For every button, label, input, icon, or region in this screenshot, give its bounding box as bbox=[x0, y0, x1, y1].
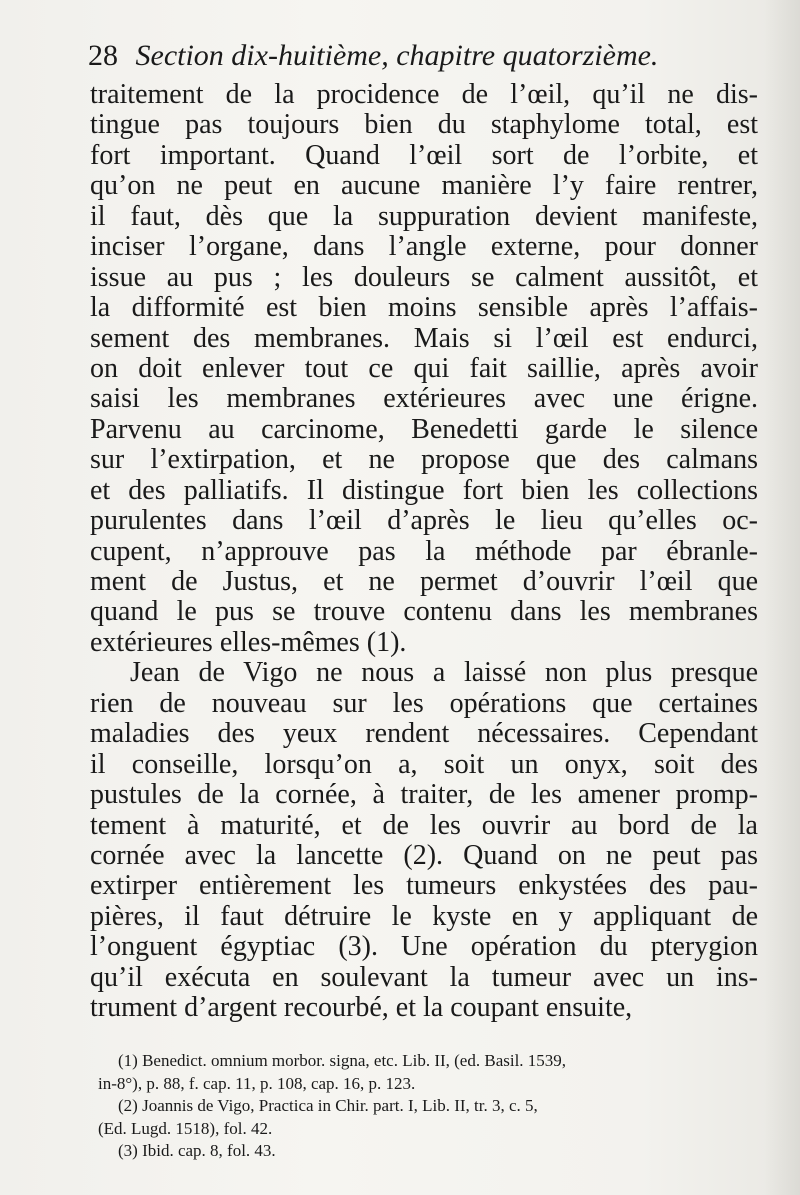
text-line: rien de nouveau sur les opérations que certaines bbox=[90, 687, 758, 719]
text-line: saisi les membranes extérieures avec une érigne. bbox=[90, 383, 758, 415]
text-line: trument d’argent recourbé, et la coupant ensuite, bbox=[90, 992, 633, 1024]
text-line: il faut, dès que la suppuration devient manifeste, bbox=[90, 200, 758, 232]
text-line: traitement de la procidence de l’œil, qu’il ne dis- bbox=[90, 79, 758, 110]
text-line: extirper entièrement les tumeurs enkystées des pau- bbox=[90, 870, 758, 902]
main-text bbox=[90, 80, 758, 1024]
text-line: qu’il exécuta en soulevant la tumeur avec un ins- bbox=[90, 961, 758, 993]
text-line: cornée avec la lancette (2). Quand on ne peut pas bbox=[90, 839, 758, 871]
footnote-line: (Ed. Lugd. 1518), fol. 42. bbox=[98, 1118, 273, 1138]
text-line: purulentes dans l’œil d’après le lieu qu’elles oc- bbox=[90, 505, 758, 537]
running-title: Section dix-huitième, chapitre quatorzième. bbox=[135, 39, 659, 72]
text-line: sur l’extirpation, et ne propose que des calmans bbox=[90, 444, 758, 476]
page-number: 28 bbox=[88, 39, 118, 72]
text-line: l’onguent égyptiac (3). Une opération du pterygion bbox=[90, 931, 758, 963]
footnote-line: in-8°), p. 88, f. cap. 11, p. 108, cap. 16, p. 123. bbox=[98, 1073, 416, 1093]
text-line: ment de Justus, et ne permet d’ouvrir l’œil que bbox=[90, 566, 758, 597]
text-line: tingue pas toujours bien du staphylome total, est bbox=[90, 109, 758, 141]
footnote-line: (3) Ibid. cap. 8, fol. 43. bbox=[118, 1141, 276, 1160]
text-line: Jean de Vigo ne nous a laissé non plus presque bbox=[130, 657, 758, 689]
running-header bbox=[88, 38, 728, 74]
footnotes bbox=[98, 1050, 778, 1163]
text-line: sement des membranes. Mais si l’œil est endurci, bbox=[90, 322, 758, 354]
text-line: la difformité est bien moins sensible après l’affais- bbox=[90, 292, 758, 324]
text-line: fort important. Quand l’œil sort de l’orbite, et bbox=[90, 139, 758, 171]
text-line: Parvenu au carcinome, Benedetti garde le silence bbox=[90, 413, 758, 445]
footnote-line: (2) Joannis de Vigo, Practica in Chir. part. I, Lib. II, tr. 3, c. 5, bbox=[118, 1096, 538, 1115]
text-line: cupent, n’approuve pas la méthode par ébranle- bbox=[90, 535, 758, 567]
text-line: on doit enlever tout ce qui fait saillie, après avoir bbox=[90, 352, 758, 384]
text-line: extérieures elles-mêmes (1). bbox=[90, 626, 407, 658]
text-line: et des palliatifs. Il distingue fort bien les collections bbox=[90, 474, 758, 506]
text-line: il conseille, lorsqu’on a, soit un onyx, soit des bbox=[90, 748, 758, 780]
page-edge-shadow bbox=[764, 0, 800, 1195]
text-line: pustules de la cornée, à traiter, de les amener promp- bbox=[90, 779, 758, 811]
text-line: issue au pus ; les douleurs se calment aussitôt, et bbox=[90, 261, 758, 293]
text-line: qu’on ne peut en aucune manière l’y faire rentrer, bbox=[90, 170, 758, 202]
text-line: tement à maturité, et de les ouvrir au bord de la bbox=[90, 809, 758, 841]
text-line: quand le pus se trouve contenu dans les membranes bbox=[90, 596, 758, 628]
text-line: maladies des yeux rendent nécessaires. Cependant bbox=[90, 718, 758, 750]
text-line: pières, il faut détruire le kyste en y appliquant de bbox=[90, 900, 758, 932]
footnote-line: (1) Benedict. omnium morbor. signa, etc. Lib. II, (ed. Basil. 1539, bbox=[118, 1051, 567, 1070]
text-line: inciser l’organe, dans l’angle externe, pour donner bbox=[90, 231, 758, 263]
